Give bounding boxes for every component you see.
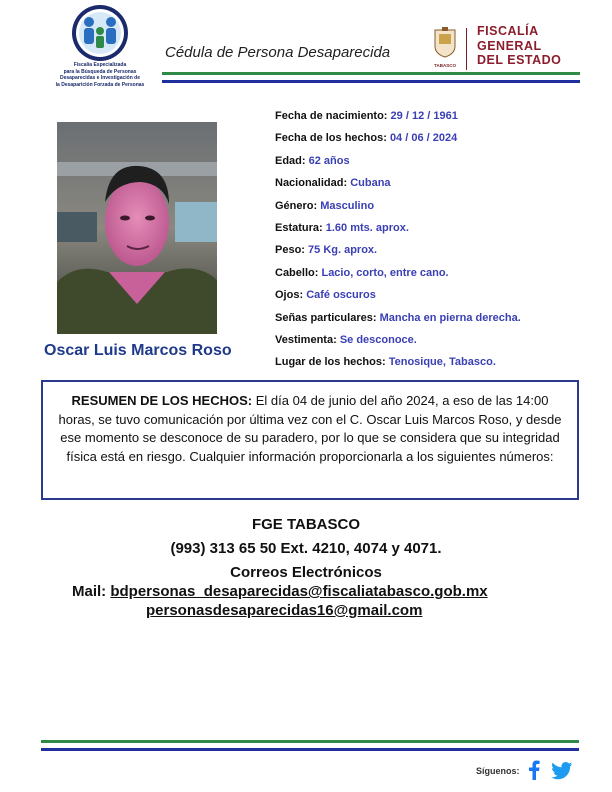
twitter-icon[interactable] (551, 762, 573, 785)
detail-place: Lugar de los hechos: Tenosique, Tabasco. (275, 356, 496, 369)
detail-age: Edad: 62 años (275, 154, 350, 167)
person-photo (57, 122, 217, 334)
contact-org: FGE TABASCO (251, 516, 361, 533)
summary-box (41, 380, 579, 500)
summary-paragraph (55, 392, 565, 466)
seal-label: TABASCO (434, 63, 456, 68)
logo-caption-3: Desaparecidas e Investigación de (59, 75, 141, 81)
detail-birth-date: Fecha de nacimiento: 29 / 12 / 1961 (275, 110, 458, 122)
header-rule-blue (162, 80, 580, 83)
emails-heading: Correos Electrónicos (230, 564, 382, 581)
person-name: Oscar Luis Marcos Roso (44, 342, 232, 359)
document-title: Cédula de Persona Desaparecida (165, 44, 391, 61)
footer-rule-blue (41, 748, 579, 751)
summary-text: El día 04 de junio del año 2024, a eso de las 14:00 horas, se tuvo comunicación por última vez con el C. Oscar Luis Marcos Roso, y desde ese momento se desconoce de su paradero, por lo que se considera que su integridad física está en riesgo. Cualquier información proporcionarla a los siguientes números: (58, 393, 562, 464)
facebook-icon[interactable] (527, 760, 541, 785)
agency-line-3: DEL ESTADO (477, 53, 562, 67)
logo-caption-1: Fiscalía Especializada (73, 62, 127, 68)
agency-line-2: GENERAL (477, 38, 542, 53)
contact-phone: (993) 313 65 50 Ext. 4210, 4074 y 4071. (170, 540, 442, 557)
agency-name (477, 24, 561, 68)
footer-rule-green (41, 740, 579, 743)
agency-logo (40, 4, 160, 90)
email-link-2[interactable]: personasdesaparecidas16@gmail.com (146, 602, 423, 619)
person-details (275, 105, 595, 374)
mail-row (72, 583, 488, 600)
detail-hair: Cabello: Lacio, corto, entre cano. (275, 266, 449, 279)
detail-nationality: Nacionalidad: Cubana (275, 177, 391, 190)
family-logo-icon (69, 4, 131, 62)
detail-event-date: Fecha de los hechos: 04 / 06 / 2024 (275, 132, 458, 145)
logo-caption-2: para la Búsqueda de Personas (63, 68, 137, 75)
contact-block (0, 513, 612, 585)
seal-icon (432, 26, 458, 58)
agency-divider (466, 28, 467, 70)
email-link-1[interactable]: bdpersonas_desaparecidas@fiscaliatabasco.gob.mx (110, 583, 488, 600)
logo-caption-4: la Desaparición Forzada de Personas (55, 81, 145, 88)
detail-gender: Género: Masculino (275, 199, 375, 212)
detail-clothing: Vestimenta: Se desconoce. (275, 334, 417, 347)
detail-weight: Peso: 75 Kg. aprox. (275, 244, 378, 257)
agency-line-1: FISCALÍA (477, 24, 539, 38)
follow-label: Síguenos: (476, 766, 520, 776)
detail-eyes: Ojos: Café oscuros (275, 289, 376, 302)
header-rule-green (162, 72, 580, 75)
summary-label: RESUMEN DE LOS HECHOS: (71, 393, 253, 408)
detail-marks: Señas particulares: Mancha en pierna derecha. (275, 311, 521, 324)
detail-height: Estatura: 1.60 mts. aprox. (275, 222, 409, 235)
tabasco-seal (430, 26, 460, 66)
mail-label: Mail: (72, 583, 107, 600)
